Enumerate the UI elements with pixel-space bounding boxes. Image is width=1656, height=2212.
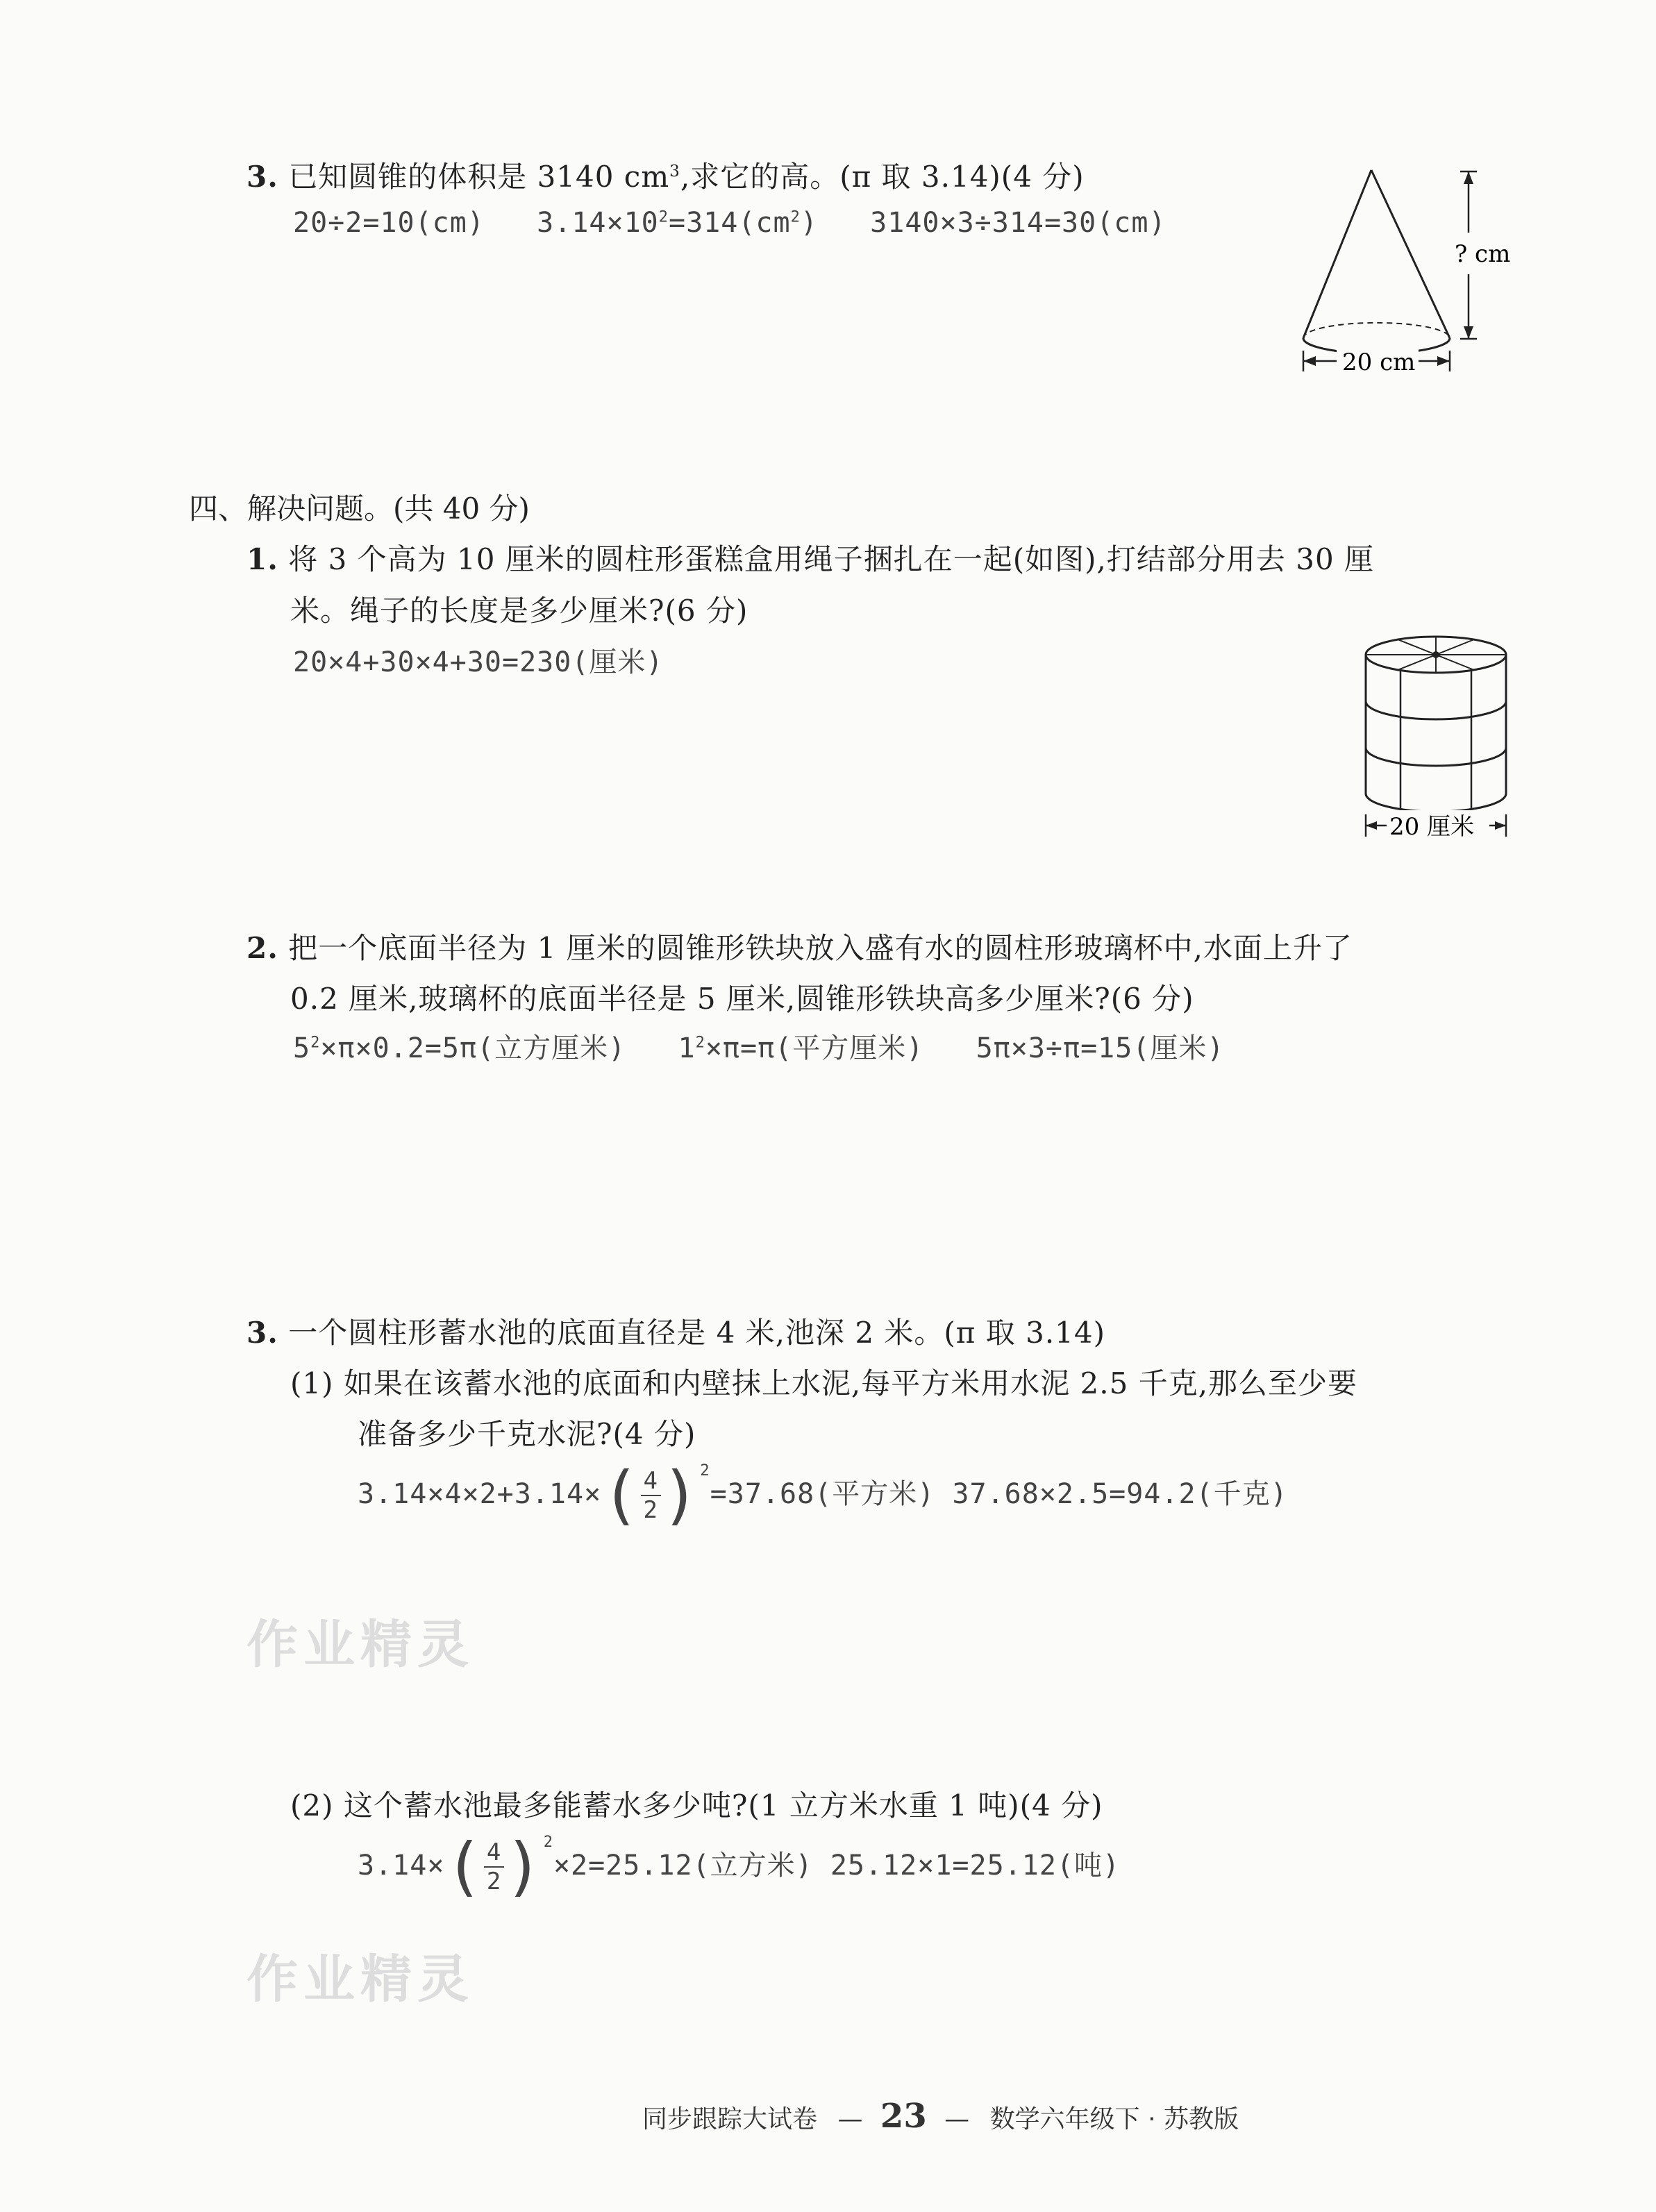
- unit-exponent: 3: [669, 162, 680, 181]
- problem-line-1: 将 3 个高为 10 厘米的圆柱形蛋糕盒用绳子捆扎在一起(如图),打结部分用去 30 厘: [288, 542, 1375, 576]
- right-paren: ): [504, 1829, 544, 1904]
- sub-question-2: [290, 1783, 1103, 1825]
- footer-dash: —: [837, 2105, 863, 2134]
- question-text-after: ,求它的高。(π 取 3.14)(4 分): [680, 160, 1085, 194]
- fraction: [641, 1467, 661, 1524]
- problem-1-line-2: 米。绳子的长度是多少厘米?(6 分): [290, 594, 748, 628]
- answer-a-base: 5: [293, 1032, 311, 1064]
- answer-post: ×2=25.12(立方米) 25.12×1=25.12(吨): [553, 1850, 1121, 1882]
- sub-line-1: 如果在该蓄水池的底面和内壁抹上水泥,每平方米用水泥 2.5 千克,那么至少要: [343, 1366, 1358, 1400]
- answer-step-1: 20÷2=10(cm): [293, 207, 485, 239]
- width-label: 20 cm: [1342, 349, 1416, 376]
- answer-a: ×π×0.2=5π(立方厘米): [320, 1032, 626, 1064]
- height-label: ? cm: [1455, 240, 1511, 268]
- cone-question: [246, 154, 1085, 196]
- sub-label: (1): [290, 1366, 334, 1400]
- answer-step-3: 3140×3÷314=30(cm): [870, 207, 1166, 239]
- sub-question-1: [290, 1361, 1357, 1402]
- fraction: [484, 1838, 504, 1895]
- figure-label: 20 厘米: [1389, 813, 1475, 840]
- exponent: 2: [543, 1834, 553, 1851]
- footer-dash: —: [944, 2105, 970, 2134]
- problem-2-line-2: 0.2 厘米,玻璃杯的底面半径是 5 厘米,圆锥形铁块高多少厘米?(6 分): [290, 982, 1194, 1016]
- sub-question-2-answer: [358, 1829, 1121, 1904]
- exponent: 2: [695, 1034, 705, 1052]
- cone-answer: [293, 207, 1166, 239]
- question-text: 已知圆锥的体积是 3140 cm: [288, 160, 670, 194]
- page-number: 23: [880, 2097, 927, 2136]
- answer-pre: 3.14×4×2+3.14×: [358, 1478, 602, 1510]
- right-paren: ): [661, 1458, 701, 1532]
- denominator: 2: [486, 1868, 502, 1895]
- answer-b: ×π=π(平方厘米): [705, 1032, 924, 1064]
- problem-number: 1.: [246, 542, 278, 576]
- sub-question-1-line-2: 准备多少千克水泥?(4 分): [358, 1417, 696, 1451]
- answer-step-2c: ): [800, 207, 818, 239]
- sub-question-1-answer: [358, 1458, 1288, 1532]
- problem-number: 2.: [246, 931, 278, 965]
- numerator: 4: [484, 1838, 504, 1868]
- cone-figure: [1288, 163, 1517, 396]
- answer-post: =37.68(平方米) 37.68×2.5=94.2(千克): [710, 1478, 1288, 1510]
- watermark: 作业精灵: [246, 1615, 474, 1675]
- problem-2: [246, 925, 1353, 967]
- cake-box-figure: [1357, 628, 1517, 840]
- exponent: 2: [658, 208, 669, 226]
- answer-c: 5π×3÷π=15(厘米): [976, 1032, 1225, 1064]
- denominator: 2: [643, 1496, 659, 1524]
- exponent: 2: [310, 1034, 321, 1052]
- answer-pre: 3.14×: [358, 1850, 445, 1882]
- sub-line-1: 这个蓄水池最多能蓄水多少吨?(1 立方米水重 1 吨)(4 分): [343, 1788, 1103, 1823]
- section-title: 四、解决问题。(共 40 分): [189, 492, 530, 526]
- answer-step-2a: 3.14×10: [537, 207, 659, 239]
- footer-book-title: 同步跟踪大试卷: [642, 2105, 818, 2134]
- unit-exponent: 2: [790, 208, 801, 226]
- footer-subject: 数学六年级下 · 苏教版: [989, 2105, 1239, 2134]
- watermark: 作业精灵: [246, 1950, 474, 2009]
- answer-b-base: 1: [678, 1032, 696, 1064]
- problem-1: [246, 537, 1374, 578]
- problem-1-answer: 20×4+30×4+30=230(厘米): [293, 646, 664, 678]
- page-footer: [642, 2097, 1239, 2136]
- sub-label: (2): [290, 1788, 334, 1823]
- answer-step-2b: =314(cm: [668, 207, 791, 239]
- left-paren: (: [601, 1458, 641, 1532]
- numerator: 4: [641, 1467, 661, 1496]
- exponent: 2: [700, 1462, 710, 1480]
- problem-3: [246, 1310, 1105, 1352]
- problem-line-1: 把一个底面半径为 1 厘米的圆锥形铁块放入盛有水的圆柱形玻璃杯中,水面上升了: [288, 931, 1353, 965]
- left-paren: (: [444, 1829, 484, 1904]
- problem-number: 3.: [246, 1316, 278, 1350]
- problem-2-answer: [293, 1026, 1225, 1066]
- question-number: 3.: [246, 160, 278, 194]
- problem-line-1: 一个圆柱形蓄水池的底面直径是 4 米,池深 2 米。(π 取 3.14): [288, 1316, 1106, 1350]
